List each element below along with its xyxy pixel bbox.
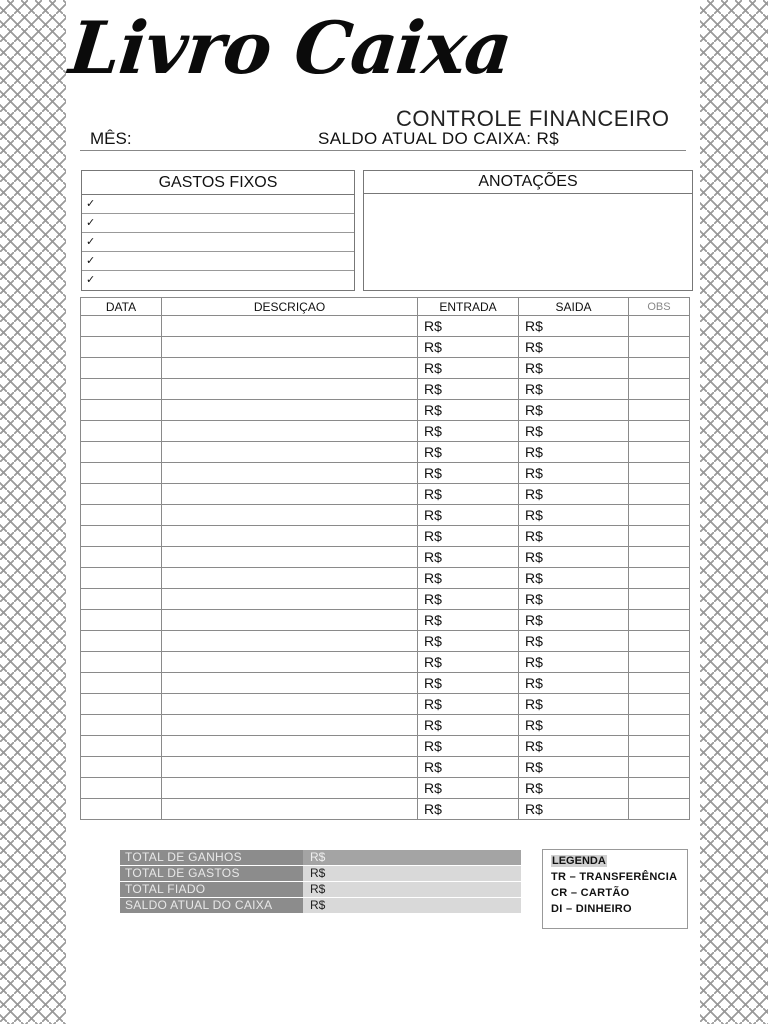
date-cell[interactable]	[81, 694, 162, 715]
income-cell[interactable]: R$	[418, 610, 519, 631]
table-row	[81, 736, 690, 757]
notes-cell[interactable]	[629, 337, 690, 358]
notes-cell[interactable]	[629, 421, 690, 442]
income-cell[interactable]: R$	[418, 799, 519, 820]
date-cell[interactable]	[81, 673, 162, 694]
income-cell[interactable]: R$	[418, 589, 519, 610]
income-cell[interactable]: R$	[418, 400, 519, 421]
description-cell[interactable]	[162, 442, 418, 463]
ledger-header-row	[81, 298, 690, 316]
description-cell[interactable]	[162, 337, 418, 358]
description-cell[interactable]	[162, 610, 418, 631]
income-cell[interactable]: R$	[418, 421, 519, 442]
legend-item-card: CR – CARTÃO	[551, 887, 630, 899]
description-cell[interactable]	[162, 736, 418, 757]
total-income-row	[120, 850, 521, 865]
description-cell[interactable]	[162, 631, 418, 652]
income-cell[interactable]: R$	[418, 484, 519, 505]
date-cell[interactable]	[81, 337, 162, 358]
expense-cell[interactable]: R$	[519, 652, 629, 673]
date-cell[interactable]	[81, 652, 162, 673]
notes-cell[interactable]	[629, 526, 690, 547]
fixed-expense-row[interactable]	[82, 214, 354, 233]
table-row	[81, 379, 690, 400]
income-cell[interactable]: R$	[418, 337, 519, 358]
notes-box[interactable]	[363, 170, 693, 291]
expense-cell[interactable]: R$	[519, 631, 629, 652]
table-row	[81, 673, 690, 694]
legend-item-transfer: TR – TRANSFERÊNCIA	[551, 871, 678, 883]
total-credit-value[interactable]: R$	[303, 882, 521, 897]
total-credit-row	[120, 882, 521, 897]
date-cell[interactable]	[81, 421, 162, 442]
legend-item-cash: DI – DINHEIRO	[551, 903, 632, 915]
notes-cell[interactable]	[629, 589, 690, 610]
fixed-expense-row[interactable]	[82, 252, 354, 271]
table-row	[81, 505, 690, 526]
zigzag-border-right	[700, 0, 768, 1024]
notes-cell[interactable]	[629, 610, 690, 631]
income-cell[interactable]: R$	[418, 316, 519, 337]
description-cell[interactable]	[162, 316, 418, 337]
date-cell[interactable]	[81, 568, 162, 589]
income-cell[interactable]: R$	[418, 358, 519, 379]
column-header-notes: OBS	[629, 298, 690, 316]
expense-cell[interactable]: R$	[519, 610, 629, 631]
total-income-label: TOTAL DE GANHOS	[120, 850, 303, 865]
income-cell[interactable]: R$	[418, 778, 519, 799]
date-cell[interactable]	[81, 463, 162, 484]
description-cell[interactable]	[162, 757, 418, 778]
column-header-description: DESCRIÇAO	[162, 298, 418, 316]
current-balance-label: SALDO ATUAL DO CAIXA: R$	[318, 129, 560, 148]
description-cell[interactable]	[162, 547, 418, 568]
notes-title: ANOTAÇÕES	[364, 171, 692, 194]
expense-cell[interactable]: R$	[519, 778, 629, 799]
header-divider	[80, 150, 686, 151]
description-cell[interactable]	[162, 526, 418, 547]
fixed-expense-row[interactable]	[82, 195, 354, 214]
description-cell[interactable]	[162, 799, 418, 820]
date-cell[interactable]	[81, 442, 162, 463]
notes-cell[interactable]	[629, 757, 690, 778]
notes-cell[interactable]	[629, 673, 690, 694]
description-cell[interactable]	[162, 358, 418, 379]
table-row	[81, 631, 690, 652]
column-header-date: DATA	[81, 298, 162, 316]
date-cell[interactable]	[81, 547, 162, 568]
table-row	[81, 526, 690, 547]
table-row	[81, 547, 690, 568]
date-cell[interactable]	[81, 589, 162, 610]
checkmark-icon: ✓	[86, 236, 96, 248]
expense-cell[interactable]: R$	[519, 526, 629, 547]
table-row	[81, 442, 690, 463]
table-row	[81, 778, 690, 799]
column-header-expense: SAIDA	[519, 298, 629, 316]
checkmark-icon: ✓	[86, 217, 96, 229]
expense-cell[interactable]: R$	[519, 484, 629, 505]
legend-box	[542, 849, 688, 929]
notes-cell[interactable]	[629, 568, 690, 589]
expense-cell[interactable]: R$	[519, 547, 629, 568]
income-cell[interactable]: R$	[418, 505, 519, 526]
expense-cell[interactable]: R$	[519, 757, 629, 778]
income-cell[interactable]: R$	[418, 631, 519, 652]
expense-cell[interactable]: R$	[519, 358, 629, 379]
fixed-expense-row[interactable]	[82, 271, 354, 290]
income-cell[interactable]: R$	[418, 715, 519, 736]
notes-cell[interactable]	[629, 358, 690, 379]
notes-cell[interactable]	[629, 652, 690, 673]
table-row	[81, 316, 690, 337]
notes-cell[interactable]	[629, 694, 690, 715]
current-balance-row	[120, 898, 521, 913]
table-row	[81, 652, 690, 673]
date-cell[interactable]	[81, 505, 162, 526]
notes-cell[interactable]	[629, 715, 690, 736]
date-cell[interactable]	[81, 484, 162, 505]
date-cell[interactable]	[81, 379, 162, 400]
table-row	[81, 610, 690, 631]
table-row	[81, 358, 690, 379]
date-cell[interactable]	[81, 799, 162, 820]
date-cell[interactable]	[81, 736, 162, 757]
description-cell[interactable]	[162, 484, 418, 505]
income-cell[interactable]: R$	[418, 652, 519, 673]
fixed-expense-row[interactable]	[82, 233, 354, 252]
income-cell[interactable]: R$	[418, 736, 519, 757]
table-row	[81, 568, 690, 589]
notes-cell[interactable]	[629, 799, 690, 820]
description-cell[interactable]	[162, 652, 418, 673]
income-cell[interactable]: R$	[418, 568, 519, 589]
total-expenses-row	[120, 866, 521, 881]
expense-cell[interactable]: R$	[519, 568, 629, 589]
month-label: MÊS:	[90, 129, 132, 148]
expense-cell[interactable]: R$	[519, 736, 629, 757]
column-header-income: ENTRADA	[418, 298, 519, 316]
description-cell[interactable]	[162, 379, 418, 400]
notes-cell[interactable]	[629, 379, 690, 400]
table-row	[81, 757, 690, 778]
expense-cell[interactable]: R$	[519, 799, 629, 820]
notes-cell[interactable]	[629, 400, 690, 421]
income-cell[interactable]: R$	[418, 673, 519, 694]
expense-cell[interactable]: R$	[519, 673, 629, 694]
total-expenses-value[interactable]: R$	[303, 866, 521, 881]
income-cell[interactable]: R$	[418, 463, 519, 484]
notes-cell[interactable]	[629, 505, 690, 526]
expense-cell[interactable]: R$	[519, 715, 629, 736]
notes-cell[interactable]	[629, 778, 690, 799]
total-income-value[interactable]: R$	[303, 850, 521, 865]
fixed-expenses-box	[81, 170, 355, 291]
date-cell[interactable]	[81, 757, 162, 778]
checkmark-icon: ✓	[86, 274, 96, 286]
current-balance-total-label: SALDO ATUAL DO CAIXA	[120, 898, 303, 913]
page-subtitle: CONTROLE FINANCEIRO	[396, 106, 670, 131]
income-cell[interactable]: R$	[418, 526, 519, 547]
checkmark-icon: ✓	[86, 198, 96, 210]
total-credit-label: TOTAL FIADO	[120, 882, 303, 897]
description-cell[interactable]	[162, 568, 418, 589]
description-cell[interactable]	[162, 463, 418, 484]
notes-cell[interactable]	[629, 484, 690, 505]
description-cell[interactable]	[162, 589, 418, 610]
income-cell[interactable]: R$	[418, 442, 519, 463]
table-row	[81, 400, 690, 421]
date-cell[interactable]	[81, 400, 162, 421]
notes-cell[interactable]	[629, 442, 690, 463]
expense-cell[interactable]: R$	[519, 505, 629, 526]
fixed-expenses-title: GASTOS FIXOS	[82, 171, 354, 195]
expense-cell[interactable]: R$	[519, 400, 629, 421]
date-cell[interactable]	[81, 316, 162, 337]
expense-cell[interactable]: R$	[519, 421, 629, 442]
table-row	[81, 463, 690, 484]
table-row	[81, 484, 690, 505]
income-cell[interactable]: R$	[418, 547, 519, 568]
date-cell[interactable]	[81, 778, 162, 799]
income-cell[interactable]: R$	[418, 379, 519, 400]
total-expenses-label: TOTAL DE GASTOS	[120, 866, 303, 881]
expense-cell[interactable]: R$	[519, 442, 629, 463]
notes-cell[interactable]	[629, 736, 690, 757]
notes-cell[interactable]	[629, 316, 690, 337]
expense-cell[interactable]: R$	[519, 463, 629, 484]
table-row	[81, 589, 690, 610]
table-row	[81, 694, 690, 715]
table-row	[81, 337, 690, 358]
page-title: Livro Caixa	[65, 5, 516, 90]
notes-cell[interactable]	[629, 547, 690, 568]
income-cell[interactable]: R$	[418, 694, 519, 715]
description-cell[interactable]	[162, 421, 418, 442]
description-cell[interactable]	[162, 505, 418, 526]
expense-cell[interactable]: R$	[519, 379, 629, 400]
zigzag-border-left	[0, 0, 66, 1024]
expense-cell[interactable]: R$	[519, 316, 629, 337]
expense-cell[interactable]: R$	[519, 337, 629, 358]
notes-cell[interactable]	[629, 463, 690, 484]
date-cell[interactable]	[81, 715, 162, 736]
description-cell[interactable]	[162, 778, 418, 799]
table-row	[81, 799, 690, 820]
ledger-body	[81, 316, 690, 820]
current-balance-total-value[interactable]: R$	[303, 898, 521, 913]
expense-cell[interactable]: R$	[519, 589, 629, 610]
date-cell[interactable]	[81, 358, 162, 379]
table-row	[81, 715, 690, 736]
description-cell[interactable]	[162, 715, 418, 736]
table-row	[81, 421, 690, 442]
date-cell[interactable]	[81, 526, 162, 547]
legend-title: LEGENDA	[552, 855, 606, 867]
description-cell[interactable]	[162, 694, 418, 715]
description-cell[interactable]	[162, 400, 418, 421]
expense-cell[interactable]: R$	[519, 694, 629, 715]
checkmark-icon: ✓	[86, 255, 96, 267]
ledger-table	[80, 297, 690, 820]
date-cell[interactable]	[81, 610, 162, 631]
notes-cell[interactable]	[629, 631, 690, 652]
date-cell[interactable]	[81, 631, 162, 652]
totals-panel	[120, 850, 521, 914]
income-cell[interactable]: R$	[418, 757, 519, 778]
fixed-expenses-list	[82, 195, 354, 290]
description-cell[interactable]	[162, 673, 418, 694]
